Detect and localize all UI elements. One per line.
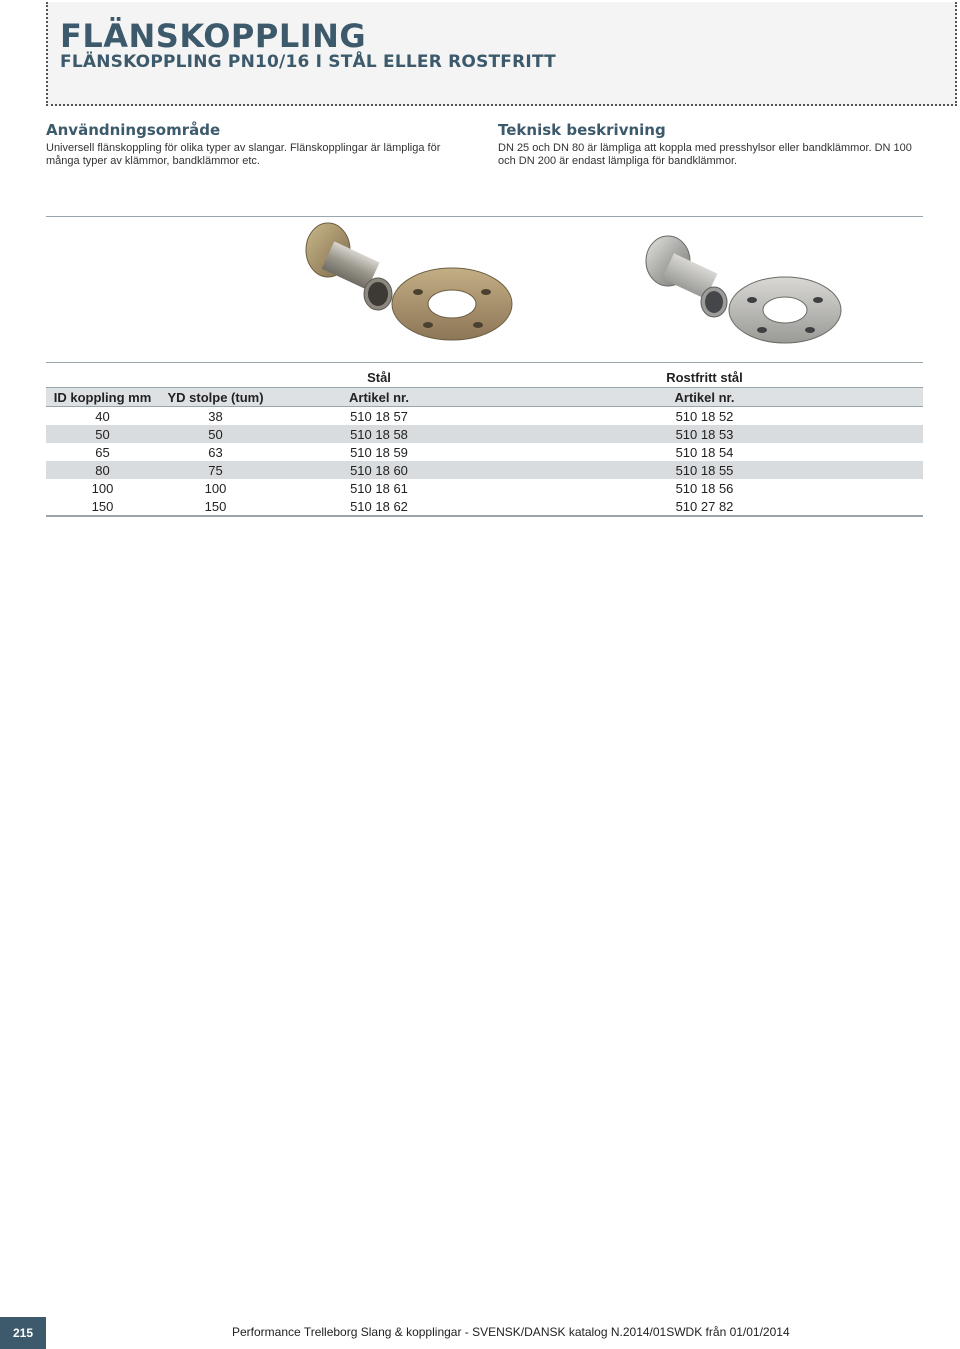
table-cell: 510 18 58 [272,425,486,443]
table-cell: 510 18 59 [350,444,408,460]
technical-heading: Teknisk beskrivning [498,121,666,139]
table-cell: 150 [159,497,272,516]
table-row [46,497,923,516]
table-row [46,479,923,497]
table-row [46,461,923,479]
usage-text: Universell flänskoppling för olika typer av slangar. Flänskopplingar är lämpliga för många typer av klämmor, bandklämmor etc. [46,142,441,167]
stainless-flange-coupling-image [640,234,845,349]
table-header-row [46,388,923,407]
table-cell: 50 [46,425,159,443]
group-header-stainless: Rostfritt stål [486,363,923,388]
group-header-steel: Stål [272,363,486,388]
technical-section [498,121,918,168]
page-number: 215 [0,1317,46,1349]
page-subtitle: FLÄNSKOPPLING PN10/16 I STÅL ELLER ROSTFRITT [60,52,556,72]
table-cell: 510 18 55 [486,461,923,479]
table-cell: 63 [208,444,223,460]
table-cell: 100 [91,480,114,496]
table-cell: 510 18 56 [675,480,734,496]
table-row [46,425,923,443]
table-group-header-row [46,363,923,388]
article-table [46,362,923,517]
table-cell: 40 [95,408,110,424]
table-cell: 510 18 52 [675,408,734,424]
column-header: YD stolpe (tum) [159,388,272,407]
steel-flange-coupling-image [300,222,515,347]
table-cell: 510 18 62 [272,497,486,516]
column-header: ID koppling mm [46,388,159,407]
table-cell: 150 [46,497,159,516]
table-cell: 510 18 57 [350,408,408,424]
footer-text: Performance Trelleborg Slang & kopplingar - SVENSK/DANSK katalog N.2014/01SWDK från 01/01/2014 [232,1325,790,1339]
column-header: Artikel nr. [486,388,923,407]
table-cell: 510 18 53 [486,425,923,443]
table-cell: 510 18 54 [675,444,734,460]
column-header: Artikel nr. [272,388,486,407]
table-cell: 38 [208,408,223,424]
page-title: FLÄNSKOPPLING [60,17,367,55]
table-cell: 75 [159,461,272,479]
table-cell: 80 [46,461,159,479]
table-cell: 510 27 82 [486,497,923,516]
table-cell: 50 [159,425,272,443]
table-cell: 100 [204,480,227,496]
technical-text: DN 25 och DN 80 är lämpliga att koppla med presshylsor eller bandklämmor. DN 100 och DN 200 är endast lämpliga för bandklämmor. [498,142,912,167]
table-row [46,407,923,426]
group-header-cell [159,363,272,388]
group-header-cell [46,363,159,388]
section-divider [46,216,923,217]
usage-section [46,121,476,168]
table-cell: 510 18 61 [350,480,408,496]
table-cell: 510 18 60 [272,461,486,479]
table-cell: 65 [95,444,110,460]
usage-heading: Användningsområde [46,121,221,139]
table-row [46,443,923,461]
